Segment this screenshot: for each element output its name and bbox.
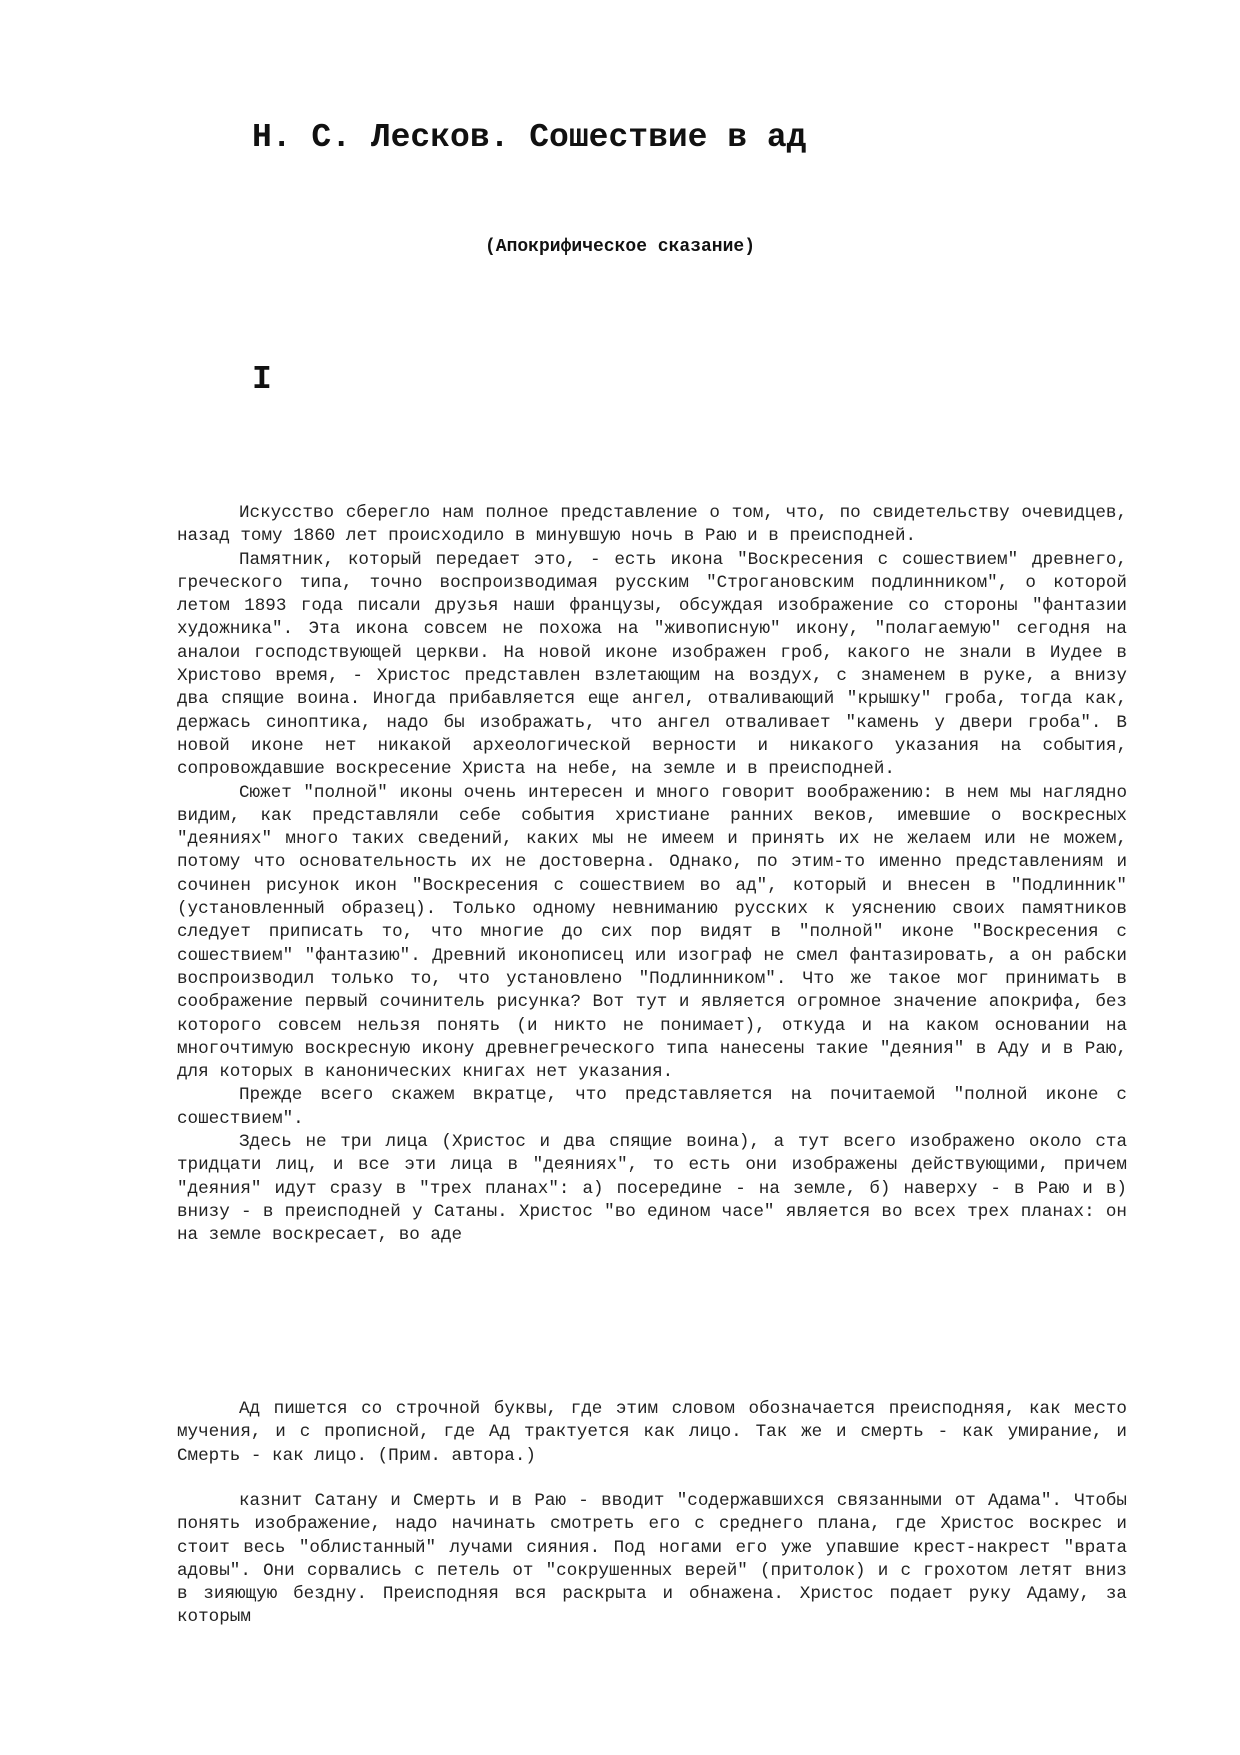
paragraph: казнит Сатану и Смерть и в Раю - вводит "содержавшихся связанными от Адама". Чтобы понять изображение, надо начинать смотреть его с среднего плана, где Христос воскрес и стоит весь "облистанный" лучами сияния. Под ногами его уже упавшие крест-накрест "врата адовы". Они сорвались с петель от "сокрушенных верей" (притолок) и с грохотом летят вниз в зияющую бездну. Преисподняя вся раскрыта и обнажена. Христос подает руку Адаму, за которым <box>177 1491 1127 1628</box>
paragraph: Сюжет "полной" иконы очень интересен и много говорит воображению: в нем мы наглядно видим, как представляли себе события христиане ранних веков, имевшие о воскресных "деяниях" много таких сведений, каких мы не имеем и принять их не желаем или не можем, потому что основательность их не достоверна. Однако, по этим-то именно представлениям и сочинен рисунок икон "Воскресения с сошествием во ад", который и внесен в "Подлинник" (установленный образец). Только одному невниманию русских к уяснению своих памятников следует приписать то, что многие до сих пор видят в "полной" иконе "Воскресения с сошествием" "фантазию". Древний иконописец или изограф не смел фантазировать, а он рабски воспроизводил только то, что установлено "Подлинником". Что же такое мог принимать в соображение первый сочинитель рисунка? Вот тут и является огромное значение апокрифа, без которого совсем нельзя понять (и никто не понимает), откуда и на каком основании на многочтимую воскресную икону древнегреческого типа нанесены такие "деяния" в Аду и в Раю, для которых в канонических книгах нет указания. <box>177 782 1127 1083</box>
paragraph: Искусство сберегло нам полное представление о том, что, по свидетельству очевидцев, назад тому 1860 лет происходило в минувшую ночь в Раю и в преисподней. <box>177 503 1127 547</box>
footnote-text: Ад пишется со строчной буквы, где этим словом обозначается преисподняя, как место мучения, и с прописной, где Ад трактуется как лицо. Так же и смерть - как умирание, и Смерть - как лицо. (Прим. автора.) <box>177 1399 1127 1466</box>
document-title: Н. С. Лесков. Сошествие в ад <box>252 119 807 156</box>
document-subtitle: (Апокрифическое сказание) <box>484 237 756 257</box>
continuation-text <box>177 1490 1127 1630</box>
paragraph: Прежде всего скажем вкратце, что представляется на почитаемой "полной иконе с сошествием". <box>177 1085 1127 1129</box>
paragraph: Здесь не три лица (Христос и два спящие воина), а тут всего изображено около ста тридцати лиц, и все эти лица в "деяниях", то есть они изображены действующими, причем "деяния" идут сразу в "трех планах": а) посередине - на земле, б) наверху - в Раю и в) внизу - в преисподней у Сатаны. Христос "во едином часе" является во всех трех планах: он на земле воскресает, во аде <box>177 1132 1127 1246</box>
main-text <box>177 502 1127 1248</box>
chapter-heading: I <box>252 361 272 398</box>
paragraph: Памятник, который передает это, - есть икона "Воскресения с сошествием" древнего, греческого типа, точно воспроизводимая русским "Строгановским подлинником", о которой летом 1893 года писали друзья наши французы, обсуждая изображение со стороны "фантазии художника". Эта икона совсем не похожа на "живописную" икону, "полагаемую" сегодня на аналои господствующей церкви. На новой иконе изображен гроб, какого не знали в Иудее в Христово время, - Христос представлен взлетающим на воздух, с знаменем в руке, а внизу два спящие воина. Иногда прибавляется еще ангел, отваливающий "крышку" гроба, тогда как, держась синоптика, надо бы изображать, что ангел отваливает "камень у двери гроба". В новой иконе нет никакой археологической верности и никакого указания на события, сопровождавшие воскресение Христа на небе, на земле и в преисподней. <box>177 549 1127 780</box>
footnote <box>177 1398 1127 1468</box>
